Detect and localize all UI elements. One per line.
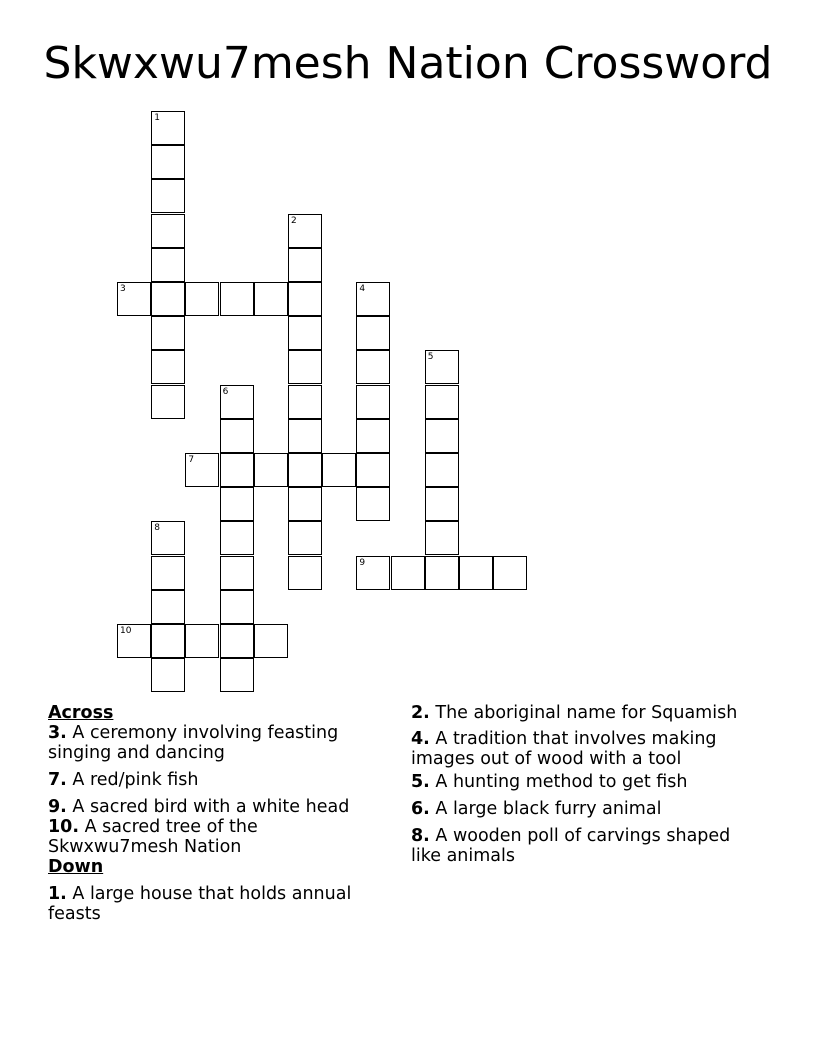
crossword-cell[interactable] xyxy=(459,556,493,590)
crossword-cell[interactable] xyxy=(220,419,254,453)
crossword-cell[interactable] xyxy=(356,419,390,453)
crossword-cell[interactable] xyxy=(151,658,185,692)
crossword-cell[interactable] xyxy=(220,556,254,590)
crossword-cell[interactable] xyxy=(288,350,322,384)
crossword-cell[interactable] xyxy=(117,282,151,316)
crossword-cell[interactable] xyxy=(254,282,288,316)
crossword-cell[interactable] xyxy=(288,556,322,590)
crossword-cell[interactable] xyxy=(288,487,322,521)
crossword-cell[interactable] xyxy=(391,556,425,590)
crossword-cell[interactable] xyxy=(356,316,390,350)
crossword-cell[interactable] xyxy=(356,487,390,521)
crossword-cell[interactable] xyxy=(220,282,254,316)
crossword-cell[interactable] xyxy=(220,590,254,624)
crossword-cell[interactable] xyxy=(117,624,151,658)
clue-across-7: 7. A red/pink fish xyxy=(48,770,199,790)
crossword-cell[interactable] xyxy=(151,350,185,384)
clue-number-label: 10 xyxy=(120,626,132,636)
clue-number-label: 8 xyxy=(154,523,160,534)
crossword-cell[interactable] xyxy=(151,282,185,316)
crossword-cell[interactable] xyxy=(288,248,322,282)
crossword-cell[interactable] xyxy=(425,487,459,521)
crossword-cell[interactable] xyxy=(151,624,185,658)
crossword-cell[interactable] xyxy=(151,179,185,213)
clue-down-8: 8. A wooden poll of carvings shaped like animals xyxy=(411,826,731,866)
clue-down-4: 4. A tradition that involves making images out of wood with a tool xyxy=(411,729,717,769)
crossword-cell[interactable] xyxy=(185,624,219,658)
clue-number-label: 4 xyxy=(359,284,366,294)
clue-number-label: 6 xyxy=(222,386,229,397)
across-heading: Across xyxy=(48,703,114,723)
clue-number-label: 5 xyxy=(427,352,434,363)
crossword-cell[interactable] xyxy=(220,624,254,658)
crossword-cell[interactable] xyxy=(356,350,390,384)
clue-column-right xyxy=(411,703,756,873)
crossword-cell[interactable] xyxy=(185,282,219,316)
crossword-cell[interactable] xyxy=(185,453,219,487)
crossword-cell[interactable] xyxy=(288,214,322,248)
crossword-cell[interactable] xyxy=(356,556,390,590)
clue-down-5: 5. A hunting method to get fish xyxy=(411,772,688,792)
crossword-cell[interactable] xyxy=(425,350,459,384)
clue-across-10: 10. A sacred tree of the Skwxwu7mesh Nation xyxy=(48,817,258,857)
clue-number-label: 1 xyxy=(154,113,160,123)
crossword-cell[interactable] xyxy=(425,453,459,487)
crossword-cell[interactable] xyxy=(425,385,459,419)
clue-number-label: 2 xyxy=(291,215,297,226)
crossword-cell[interactable] xyxy=(151,316,185,350)
crossword-cell[interactable] xyxy=(151,145,185,179)
crossword-cell[interactable] xyxy=(288,316,322,350)
crossword-cell[interactable] xyxy=(220,385,254,419)
clue-number-label: 9 xyxy=(359,557,366,568)
crossword-cell[interactable] xyxy=(151,111,185,145)
clue-column-left xyxy=(48,703,393,931)
clue-down-2: 2. The aboriginal name for Squamish xyxy=(411,703,738,723)
page-title: Skwxwu7mesh Nation Crossword xyxy=(43,38,773,89)
crossword-cell[interactable] xyxy=(288,385,322,419)
crossword-cell[interactable] xyxy=(425,419,459,453)
crossword-cell[interactable] xyxy=(425,521,459,555)
crossword-cell[interactable] xyxy=(151,521,185,555)
crossword-cell[interactable] xyxy=(288,521,322,555)
crossword-cell[interactable] xyxy=(493,556,527,590)
crossword-cell[interactable] xyxy=(356,385,390,419)
crossword-cell[interactable] xyxy=(254,453,288,487)
crossword-cell[interactable] xyxy=(254,624,288,658)
crossword-cell[interactable] xyxy=(151,385,185,419)
crossword-cell[interactable] xyxy=(151,248,185,282)
clue-number-label: 7 xyxy=(188,455,195,465)
crossword-cell[interactable] xyxy=(220,487,254,521)
crossword-cell[interactable] xyxy=(220,453,254,487)
clue-across-9: 9. A sacred bird with a white head xyxy=(48,797,350,817)
clue-down-1: 1. A large house that holds annual feasts xyxy=(48,884,352,924)
down-heading: Down xyxy=(48,857,104,877)
clue-across-3: 3. A ceremony involving feasting singing and dancing xyxy=(48,723,339,763)
crossword-cell[interactable] xyxy=(356,282,390,316)
clue-down-6: 6. A large black furry animal xyxy=(411,799,662,819)
crossword-cell[interactable] xyxy=(220,521,254,555)
crossword-cell[interactable] xyxy=(288,453,322,487)
crossword-cell[interactable] xyxy=(151,590,185,624)
crossword-cell[interactable] xyxy=(356,453,390,487)
crossword-cell[interactable] xyxy=(288,282,322,316)
crossword-cell[interactable] xyxy=(322,453,356,487)
crossword-cell[interactable] xyxy=(220,658,254,692)
crossword-cell[interactable] xyxy=(288,419,322,453)
clue-number-label: 3 xyxy=(120,284,126,294)
crossword-cell[interactable] xyxy=(151,214,185,248)
crossword-cell[interactable] xyxy=(151,556,185,590)
crossword-cell[interactable] xyxy=(425,556,459,590)
